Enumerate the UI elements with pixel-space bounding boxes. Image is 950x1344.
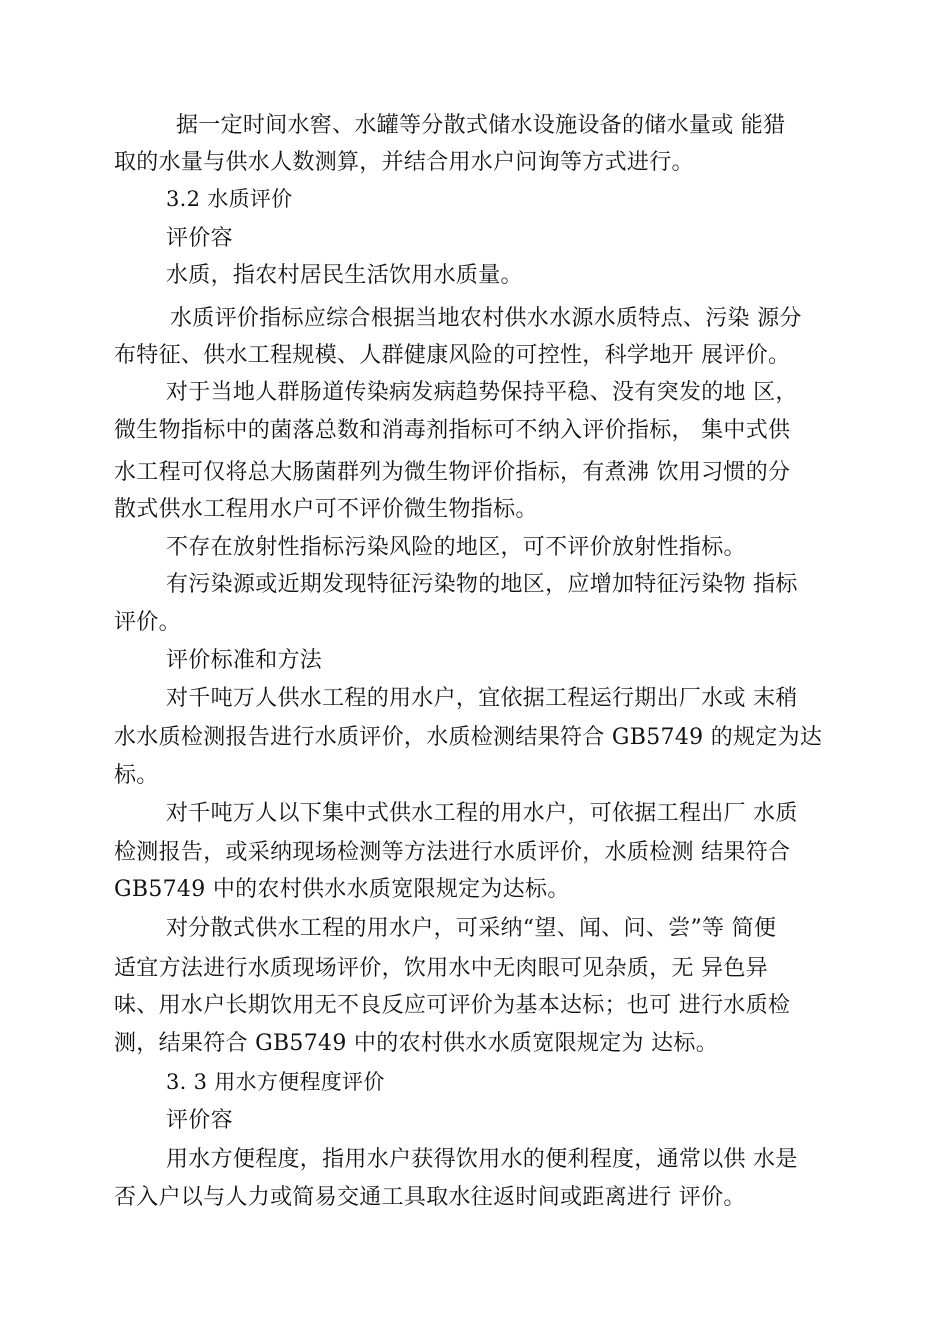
text-line: 测，结果符合 GB5749 中的农村供水水质宽限规定为 达标。 [114,1031,719,1056]
text-line: 微生物指标中的菌落总数和消毒剂指标可不纳入评价指标， 集中式供 [114,418,791,443]
subheading: 评价容 [166,226,233,251]
text-line: 散式供水工程用水户可不评价微生物指标。 [114,497,538,522]
section-heading: 3. 3 用水方便程度评价 [166,1070,385,1094]
text-line: 标。 [114,763,159,788]
text-line: 水质，指农村居民生活饮用水质量。 [166,263,523,288]
section-heading: 3.2 水质评价 [166,187,293,211]
text-line: 对分散式供水工程的用水户，可采纳“望、闻、问、尝”等 简便 [166,916,777,941]
text-line: 评价。 [114,610,181,635]
text-line: 水水质检测报告进行水质评价，水质检测结果符合 GB5749 的规定为达 [114,725,823,750]
text-line: 对千吨万人供水工程的用水户，宜依据工程运行期出厂水或 末稍 [166,686,798,711]
text-line: 水质评价指标应综合根据当地农村供水水源水质特点、污染 源分 [170,306,802,331]
subheading: 评价容 [166,1108,233,1133]
text-line: 对千吨万人以下集中式供水工程的用水户，可依据工程出厂 水质 [166,801,798,826]
text-line: 水工程可仅将总大肠菌群列为微生物评价指标，有煮沸 饮用习惯的分 [114,460,791,485]
text-line: 布特征、供水工程规模、人群健康风险的可控性，科学地开 展评价。 [114,343,791,368]
text-line: 检测报告，或采纳现场检测等方法进行水质评价，水质检测 结果符合 [114,840,791,865]
text-line: 用水方便程度，指用水户获得饮用水的便利程度，通常以供 水是 [166,1147,798,1172]
text-line: 否入户以与人力或简易交通工具取水往返时间或距离进行 评价。 [114,1185,746,1210]
subheading: 评价标准和方法 [166,648,323,673]
text-line: 有污染源或近期发现特征污染物的地区，应增加特征污染物 指标 [166,572,798,597]
text-line: 适宜方法进行水质现场评价，饮用水中无肉眼可见杂质，无 异色异 [114,956,768,981]
text-line: 取的水量与供水人数测算，并结合用水户问询等方式进行。 [114,150,694,175]
text-line: GB5749 中的农村供水水质宽限规定为达标。 [114,877,570,902]
text-line: 味、用水户长期饮用无不良反应可评价为基本达标；也可 进行水质检 [114,993,791,1018]
text-line: 据一定时间水窖、水罐等分散式储水设施设备的储水量或 能猎 [176,113,786,138]
text-line: 对于当地人群肠道传染病发病趋势保持平稳、没有突发的地 区， [166,380,798,405]
text-line: 不存在放射性指标污染风险的地区，可不评价放射性指标。 [166,535,746,560]
